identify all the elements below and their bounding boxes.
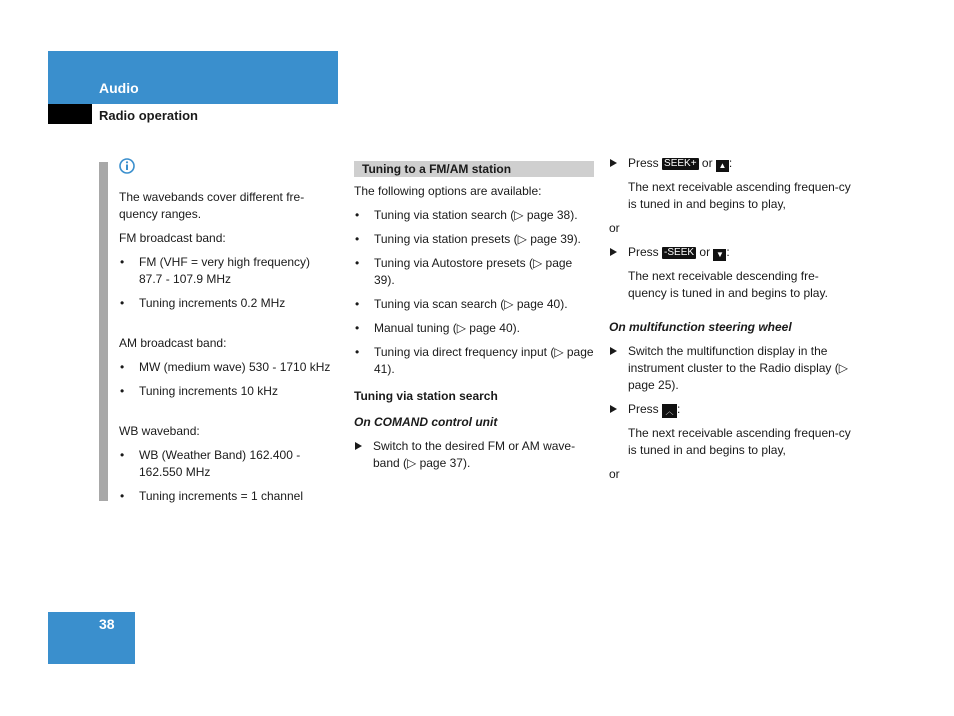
page-number: 38 — [99, 616, 115, 632]
section-heading: Tuning to a FM/AM station — [354, 161, 594, 177]
instruction-step: Press ︿ : — [609, 401, 854, 418]
arrow-up-key-icon: ▲ — [716, 160, 729, 172]
info-icon — [119, 158, 135, 174]
section-title-audio: Audio — [99, 80, 139, 96]
list-item: • Manual tuning (▷ page 40). — [354, 320, 594, 337]
result-text: The next receivable descending fre-quency is tuned in and begins to play. — [628, 269, 828, 300]
steering-wheel-heading: On multifunction steering wheel — [609, 320, 792, 334]
list-item: • Tuning increments 0.2 MHz — [119, 295, 334, 312]
options-list — [354, 207, 594, 378]
info-intro: The wavebands cover different fre-quency ranges. — [119, 190, 305, 221]
result-text: The next receivable ascending frequen-cy is tuned in and begins to play, — [628, 180, 851, 211]
list-item: • Tuning via station search (▷ page 38). — [354, 207, 594, 224]
wb-list — [119, 447, 334, 505]
seek-up-key: SEEK+ — [664, 158, 697, 169]
seek-down-key: -SEEK — [664, 247, 695, 258]
result-text: The next receivable ascending frequen-cy is tuned in and begins to play, — [628, 426, 851, 457]
comand-heading: On COMAND control unit — [354, 415, 498, 429]
options-intro: The following options are available: — [354, 184, 542, 198]
middle-column — [354, 161, 594, 479]
instruction-step: Press SEEK+ or ▲ : — [609, 155, 854, 172]
header-marker — [48, 104, 92, 124]
list-item: • Tuning via station presets (▷ page 39). — [354, 231, 594, 248]
subsection-title: Radio operation — [99, 108, 198, 123]
arrow-down-key-icon: ▼ — [713, 249, 726, 261]
list-item: • FM (VHF = very high frequency) 87.7 - 107.9 MHz — [119, 254, 334, 288]
info-box — [119, 158, 334, 512]
page-number-box — [48, 612, 135, 664]
wb-label: WB waveband: — [119, 424, 200, 438]
am-list — [119, 359, 334, 400]
instruction-step: Switch the multifunction display in the instrument cluster to the Radio display (▷ page 25). — [609, 343, 854, 394]
fm-label: FM broadcast band: — [119, 231, 226, 245]
list-item: • Tuning via Autostore presets (▷ page 39). — [354, 255, 594, 289]
list-item: • WB (Weather Band) 162.400 - 162.550 MHz — [119, 447, 334, 481]
instruction-step: Press -SEEK or ▼ : — [609, 244, 854, 261]
list-item: • Tuning increments = 1 channel — [119, 488, 334, 505]
am-label: AM broadcast band: — [119, 336, 227, 350]
instruction-step: Switch to the desired FM or AM wave-band (▷ page 37). — [354, 438, 594, 472]
station-search-heading: Tuning via station search — [354, 389, 498, 403]
info-sidebar-bar — [99, 162, 108, 501]
fm-list — [119, 254, 334, 312]
or-text: or — [609, 221, 620, 235]
header-bar — [48, 51, 338, 104]
list-item: • MW (medium wave) 530 - 1710 kHz — [119, 359, 334, 376]
list-item: • Tuning via scan search (▷ page 40). — [354, 296, 594, 313]
list-item: • Tuning increments 10 kHz — [119, 383, 334, 400]
or-text: or — [609, 467, 620, 481]
steering-up-key-icon: ︿ — [662, 404, 677, 418]
right-column — [609, 155, 854, 490]
list-item: • Tuning via direct frequency input (▷ page 41). — [354, 344, 594, 378]
